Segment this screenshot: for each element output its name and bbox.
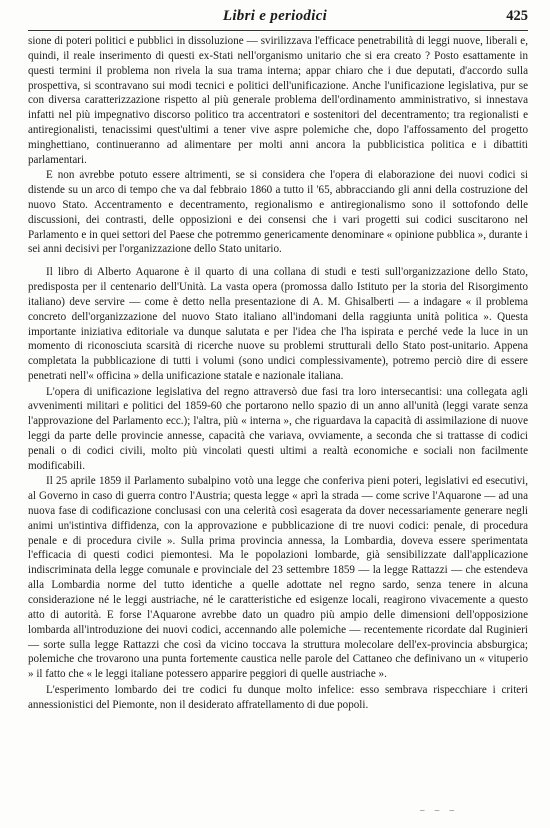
pencil-marks: – – – [420, 805, 458, 815]
running-title: Libri e periodici [222, 8, 328, 24]
paragraph-4: L'opera di unificazione legislativa del regno attraversò due fasi tra loro intersecantisi: una collegata agli avvenimenti militari e politici del 1859-60 che portarono nello spazio di un anno all'unità (leggi varate senza l'approvazione del Parlamento ecc.); l'altra, più « interna », che riguardava la capacità di assimilazione di nuove leggi da parte delle provincie annesse, capacità che variava, ovviamente, a seconda che si trattasse di codici penali o di codici civili, molto più vincolati questi ultimi a realtà economiche e sociali non facilmente modificabili. [28, 385, 528, 472]
paragraph-5: Il 25 aprile 1859 il Parlamento subalpino votò una legge che conferiva pieni poteri, legislativi ed esecutivi, al Governo in caso di guerra contro l'Austria; questa legge « aprì la strada — come scrive l'Aquarone — ad una nuova fase di codificazione conclusasi con una celerità così esagerata da dover necessariamente generare negli animi un'istintiva diffidenza, con la approvazione e pubblicazione di tre nuovi codici: penale, di procedura penale e di procedura civile ». Sulla prima provincia annessa, la Lombardia, doveva essere sperimentata l'efficacia di questi codici piemontesi. Ma le popolazioni lombarde, già sensibilizzate dall'applicazione indiscriminata della legge comunale e provinciale del 23 settembre 1859 — la legge Rattazzi — che estendeva alla Lombardia norme del tutto identiche a quelle adottate nel regno sardo, senza tenere in alcuna considerazione né le leggi austriache, né le caratteristiche ed esigenze locali, reagirono vivacemente a questo atto di autorità. E forse l'Aquarone avrebbe dato un quadro più ampio delle dimensioni dell'opposizione lombarda all'introduzione dei nuovi codici, accennando alle polemiche — recentemente ricordate dal Ruginieri — sorte sulla legge Rattazzi che così da vicino toccava la struttura molecolare dell'ex-provincia absburgica; polemiche che trovarono una punta fortemente caustica nelle parole del Cattaneo che definivano un « vituperio » il fatto che « le leggi italiane potessero apparire peggiori di quelle austriache ». [28, 475, 528, 681]
paragraph-2: E non avrebbe potuto essere altrimenti, se si considera che l'opera di elaborazione dei nuovi codici si distende su un arco di tempo che va dal febbraio 1860 a tutto il '65, abbracciando gli anni della costruzione del nuovo Stato. Accentramento e decentramento, regionalismo e antiregionalismo sono il sottofondo delle discussioni, dei contrasti, delle opposizioni e dei consensi che i vari progetti sui codici suscitarono nel Parlamento e in quei settori del Paese che potremmo genericamente denominare « opinione pubblica », durante i sei anni decisivi per l'organizzazione dello Stato unitario. [28, 169, 528, 256]
paragraph-1: sione di poteri politici e pubblici in dissoluzione — svirilizzava l'efficace penetrabilità di leggi nuove, liberali e, quindi, il reale inserimento di questi ex-Stati nell'organismo unitario che si era creato ? Posto esattamente in questi termini il problema non rivela la sua trama interna; appar chiaro che i due deputati, d'accordo sulla prospettiva, si scontravano sui modi tecnici e politici dell'unificazione. Anche l'unificazione legislativa, pur se con diversa caratterizzazione rispetto al più generale problema dell'ordinamento amministrativo, si innestava infatti nel più impegnativo discorso politico tra accentratori e sostenitori del decentramento; tra regionalisti e antiregionalisti, tenacissimi quest'ultimi a tener vive aspre polemiche che, dopo l'affossamento del progetto minghettiano, continueranno ad alimentare per molti anni ancora la pubblicistica politica e i dibattiti parlamentari. [28, 35, 528, 166]
text-body [28, 34, 528, 713]
paragraph-6: L'esperimento lombardo dei tre codici fu dunque molto infelice: esso sembrava rispecchiare i criteri annessionistici del Piemonte, non il desiderato affratellamento di due popoli. [28, 683, 528, 711]
page-number: 425 [506, 8, 528, 24]
header-rule [28, 30, 528, 31]
paragraph-3: Il libro di Alberto Aquarone è il quarto di una collana di studi e testi sull'organizzazione dello Stato, predisposta per il centenario dell'Unità. La vasta opera (promossa dallo Istituto per la storia del Risorgimento italiano) deve servire — come è detto nella presentazione di A. M. Ghisalberti — a indagare « il problema concreto dell'organizzazione del nuovo Stato italiano all'indomani della raggiunta unità politica ». Questa importante iniziativa editoriale va dunque salutata e per l'idea che l'ha ispirata e perché vede la luce in un momento di riconosciuta scarsità di ricerche nuove su problemi strutturali dello Stato post-unitario. Appena completata la pubblicazione di tutti i volumi (sono undici complessivamente), potremo perciò dire di essere penetrati nell'« officina » della unificazione statale e nazionale italiana. [28, 266, 528, 383]
running-header [0, 8, 550, 30]
